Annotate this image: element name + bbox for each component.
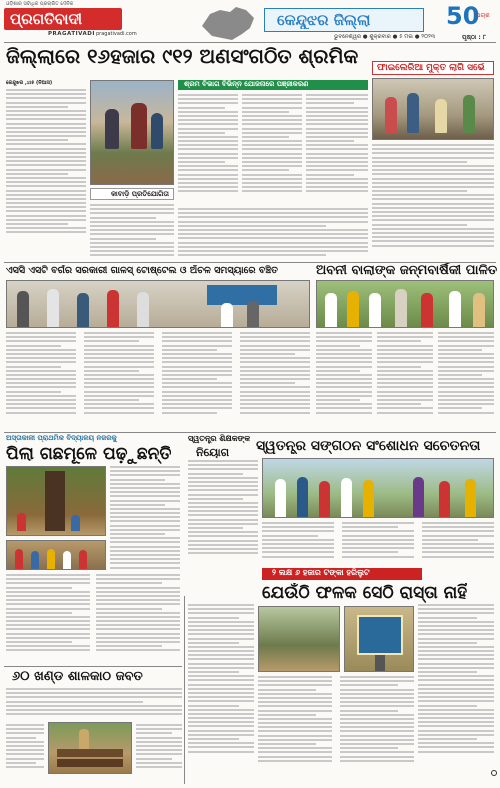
story-shramik-col1 [6,80,86,258]
anniversary-number: 50 [446,2,480,30]
district-title-box [264,8,424,32]
story-shramik-col2 [178,94,238,204]
headline-school: ପିଲା ଗଛମୂଳେ ପଢ଼ୁଛନ୍ତି [6,444,172,464]
shishak-strap: ସ୍ୱତନ୍ତ୍ର ଶିକ୍ଷକଙ୍କ [188,434,251,443]
rule-row2 [4,432,496,433]
masthead-rule [4,42,496,43]
headline-sanghathan: ସ୍ୱତନ୍ତ୍ର ସଙ୍ଗଠନ ସଂଶୋଧନ ସଚେତନତା [256,438,481,454]
headline-road: ଯେଉଁଠି ଫଳକ ସେଠି ରାସ୍ତା ନାହିଁ [262,583,468,603]
photo-labourers [90,80,174,185]
brand-logo [4,8,122,30]
photo-timber-seized [48,722,132,774]
tagline: ଓଡ଼ିଶାର ସର୍ବାଧିକ ପ୍ରଚାରିତ ଦୈନିକ [6,1,74,7]
photo-road-plaque [344,606,414,672]
brand-name: ପ୍ରଗତିବାଦୀ [10,10,83,28]
photo-tree-school [6,466,106,536]
registration-mark [491,770,497,776]
headline-abani: ଅବନୀ ବାଲାଙ୍କ ଜନ୍ମବାର୍ଷିକୀ ପାଳିତ [316,263,498,278]
district-title: କେନ୍ଦୁଝର ଜିଲ୍ଲା [277,11,371,29]
school-strap: ଅସ୍ତାକାଳୀ ପ୍ରାଥମିକ ବିଦ୍ୟାଳୟ ନଜରକୁ [6,434,117,442]
kabaddi-caption-box [90,188,174,200]
story-school-side [110,466,180,586]
story-road-lower [258,676,414,782]
story-shishak [188,460,258,570]
story-shramik-col3 [242,94,302,204]
headline-shramik: ଜିଲ୍ଲାରେ ୧୬ହଜାର ୯୧୨ ଅଣସଂଗଠିତ ଶ୍ରମିକ [6,44,359,68]
story-kabaddi [90,204,174,260]
story-school [6,574,180,664]
story-road [188,604,254,782]
photo-school-children [6,540,106,570]
page-label: ପୃଷ୍ଠା : ୮ [462,34,486,41]
story-shramik-col4 [306,94,368,204]
dateline: କେନ୍ଦୁଝର ,୪ା୫ (ନିଆସ) [6,80,53,86]
lakh-strap: ୨ ଲକ୍ଷ ୬ ହଜାର ଟଙ୍କା ହରିଲୁଟ [272,568,370,577]
story-road-right [418,604,494,782]
filaria-banner [372,61,494,75]
photo-hostel-group [6,280,310,328]
anniversary-badge [444,2,490,32]
headline-sc-st: ଏସସି ଏସଟି ବର୍ଗର ସରକାରୀ ଗାଳସ୍ ଟୋଷ୍ଟେଲ ଓ ଅଁଚଳ ସମସ୍ୟାରେ ବଞ୍ଚିତ [6,265,278,276]
story-shramik-lower [178,208,368,260]
rule-col3 [184,596,185,784]
photo-abani-group [316,280,494,328]
story-kath [6,688,182,722]
photo-road-site [258,606,340,672]
brand-latin: PRAGATIVADI [48,31,95,37]
date-line: ଭୁବନେଶ୍ୱର ● ଶୁକ୍ରବାର ● ୫ ମଇ ● ୨୦୨୩ [334,34,436,40]
story-kath-left [6,724,44,782]
rule-kath [4,666,182,667]
headline-shramik-banner: ଶ୍ରମ ବିଭାଗ ବିଭିନ୍ନ ଯୋଜନାରେ ପଞ୍ଜୀକରଣ [184,80,309,88]
story-hostel [6,332,310,428]
kabaddi-caption: କାବାଡ଼ି ପ୍ରତିଯୋଗିତା [111,190,169,198]
story-sanghathan [262,522,494,564]
story-kath-right [136,724,182,782]
district-map-icon [196,4,260,44]
photo-sanghathan-group [262,458,494,518]
headline-shishak: ନିୟୋଗ [196,446,230,459]
shramik-green-banner [178,80,368,90]
story-abani [316,332,494,428]
website: pragativadi.com [96,31,137,37]
photo-filaria-survey [372,78,494,140]
headline-kath: ୬୦ ଖଣ୍ଡ ଶାଳକାଠ ଜବତ [12,669,143,684]
lakh-banner [262,568,422,580]
anniversary-word: ପଚାଶ [476,12,490,19]
story-filaria [372,144,494,258]
headline-filaria: ଫାଇଲେରିଆ ମୁକ୍ତ ଲାଗି ସର୍ଭେ [377,63,485,73]
